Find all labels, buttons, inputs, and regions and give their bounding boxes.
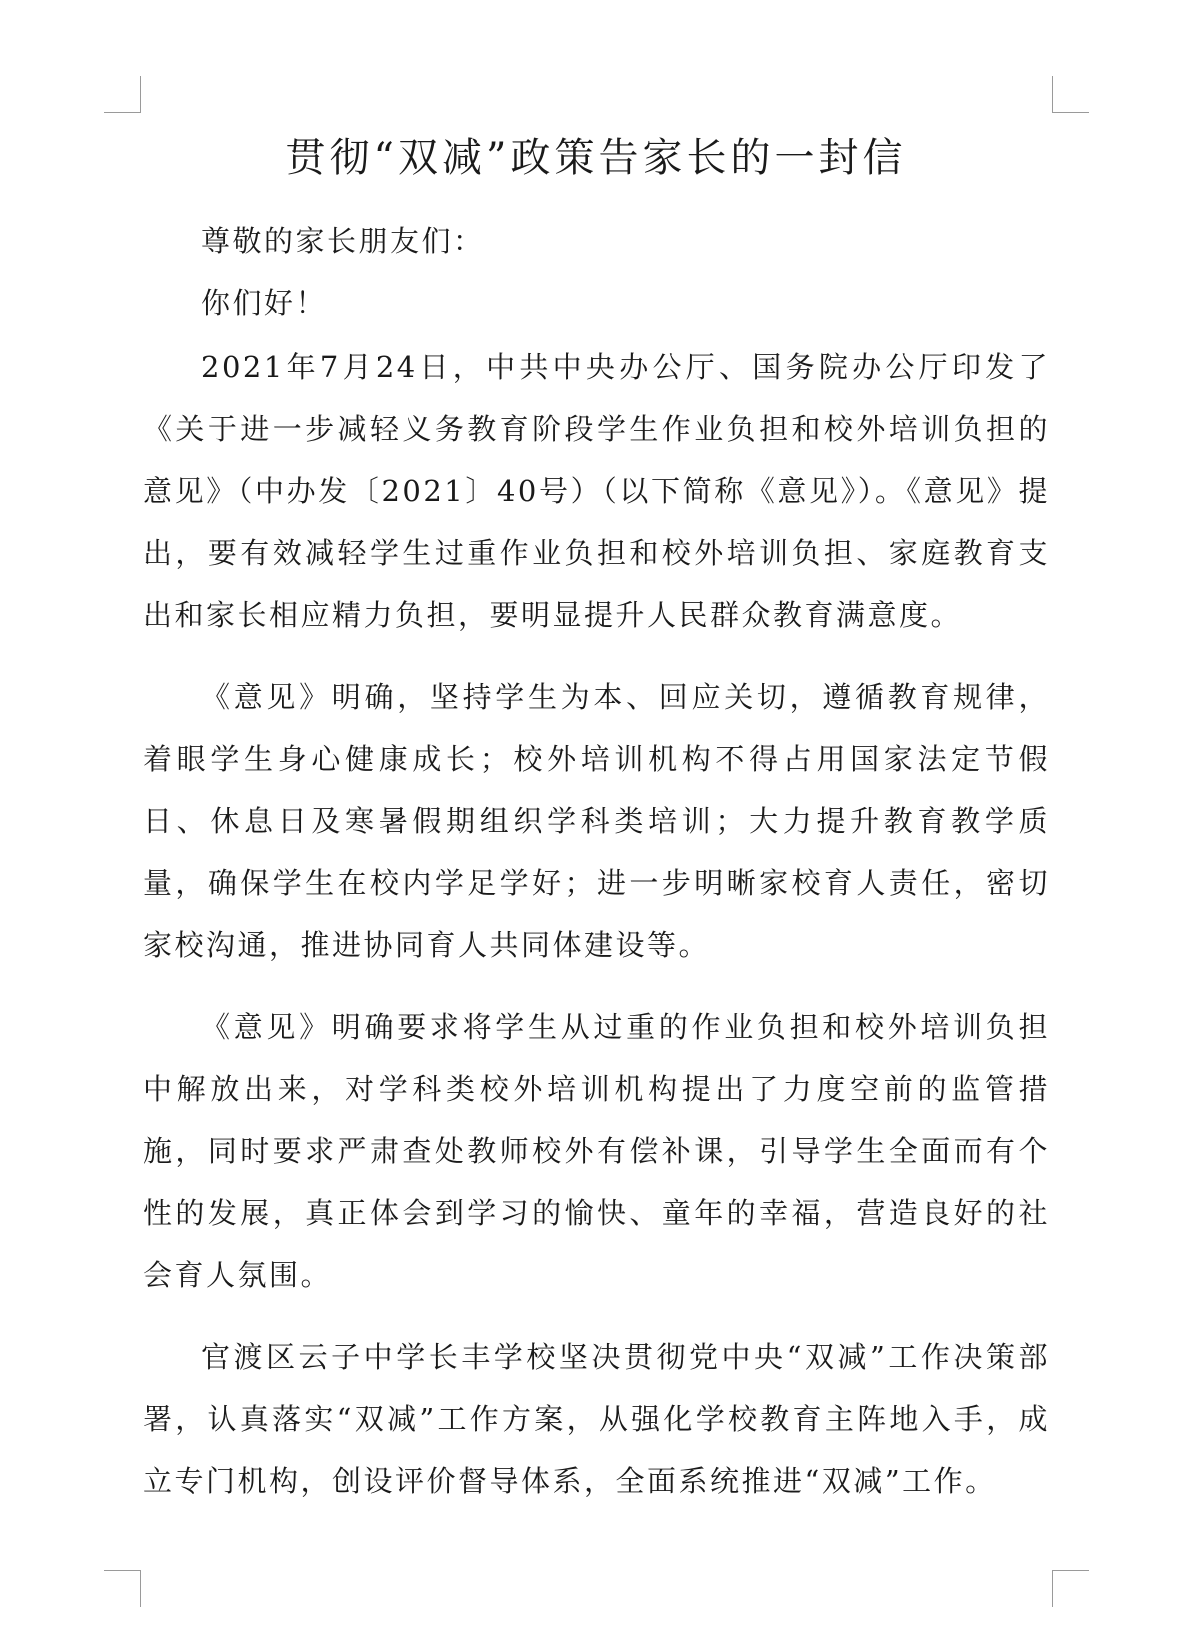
crop-mark-top-right	[1052, 76, 1089, 113]
crop-mark-top-left	[104, 76, 141, 113]
greeting: 尊敬的家长朋友们：	[201, 224, 485, 258]
crop-mark-bottom-right	[1052, 1570, 1089, 1607]
paragraph-3: 《意见》明确要求将学生从过重的作业负担和校外培训负担中解放出来，对学科类校外培训机构提出了力度空前的监管措施，同时要求严肃查处教师校外有偿补课，引导学生全面而有个性的发展，真正体会到学习的愉快、童年的幸福，营造良好的社会育人氛围。	[143, 1010, 1050, 1292]
salutation: 你们好！	[201, 286, 328, 320]
paragraph-2: 《意见》明确，坚持学生为本、回应关切，遵循教育规律，着眼学生身心健康成长；校外培训机构不得占用国家法定节假日、休息日及寒暑假期组织学科类培训；大力提升教育教学质量，确保学生在校内学足学好；进一步明晰家校育人责任，密切家校沟通，推进协同育人共同体建设等。	[143, 680, 1050, 962]
page-title: 贯彻“双减”政策告家长的一封信	[285, 135, 907, 181]
crop-mark-bottom-left	[104, 1570, 141, 1607]
paragraph-4: 官渡区云子中学长丰学校坚决贯彻党中央“双减”工作决策部署，认真落实“双减”工作方案，从强化学校教育主阵地入手，成立专门机构，创设评价督导体系，全面系统推进“双减”工作。	[143, 1340, 1050, 1498]
paragraph-1: 2021年7月24日，中共中央办公厅、国务院办公厅印发了《关于进一步减轻义务教育阶段学生作业负担和校外培训负担的意见》（中办发〔2021〕40号）（以下简称《意见》）。《意见》提出，要有效减轻学生过重作业负担和校外培训负担、家庭教育支出和家长相应精力负担，要明显提升人民群众教育满意度。	[143, 350, 1050, 632]
letter-body	[143, 210, 1050, 1532]
